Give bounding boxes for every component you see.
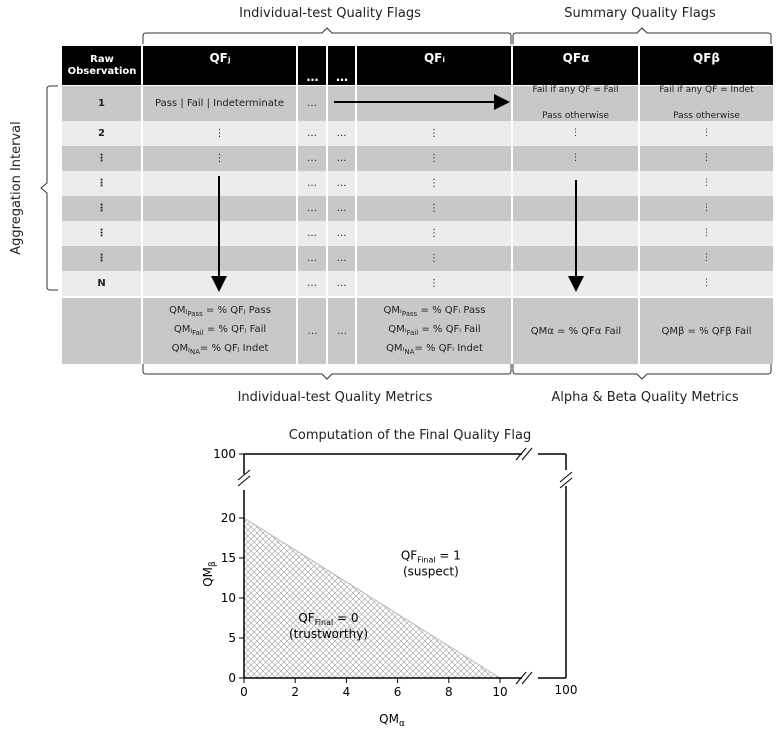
header-qf-alpha: QFα — [513, 46, 639, 85]
cell-qfb: ⋮ — [702, 153, 711, 163]
cell-obs: N — [97, 278, 106, 289]
cell-d1: … — [307, 253, 317, 264]
x-axis-label: $QM_\alpha$ — [379, 712, 405, 729]
cell-obs: ⋮ — [96, 203, 107, 214]
cell-d2: … — [336, 203, 347, 214]
x-tick-label: 4 — [342, 685, 351, 699]
x-tick-label: 2 — [291, 685, 300, 699]
cell-qfz: ⋮ — [429, 153, 439, 164]
header-raw-line1: Raw — [90, 53, 114, 65]
y-tick-label: 15 — [220, 551, 236, 565]
cell-qfb: ⋮ — [702, 278, 711, 288]
region-sublabel-1: (suspect) — [402, 564, 459, 579]
header-qfj: QFⱼ — [143, 46, 297, 85]
cell-qfz: ⋮ — [429, 228, 439, 239]
cell-qfj: ⋮ — [214, 153, 225, 164]
final-quality-flag-chart — [200, 440, 600, 731]
y-break-label: 100 — [213, 447, 236, 461]
cell-d1: … — [307, 128, 317, 139]
cell-qfz: ⋮ — [429, 178, 439, 189]
cell-qfb: ⋮ — [702, 128, 711, 138]
aggregation-interval-label: Aggregation Interval — [9, 121, 24, 255]
cell-qfj: ⋮ — [214, 128, 225, 139]
cell-qfz: ⋮ — [429, 278, 439, 289]
header-qf-beta: QFβ — [640, 46, 773, 85]
header-qfz: QFᵢ — [357, 46, 512, 85]
right-break-mark — [560, 472, 572, 488]
x-tick-label: 0 — [240, 685, 248, 699]
cell-qfa: Fail if any QF = Fail Pass otherwise — [532, 85, 619, 121]
cell-qfz: ⋮ — [429, 128, 439, 139]
cell-d1: … — [307, 203, 317, 214]
metrics-qm-alpha: QMα = % QFα Fail — [530, 325, 622, 337]
cell-qfz: ⋮ — [429, 203, 439, 214]
y-tick-label: 20 — [220, 511, 236, 525]
metrics-dots-1: … — [307, 325, 318, 337]
metrics-dots-2: … — [337, 325, 347, 337]
metrics-qm-beta: QMβ = % QFβ Fail — [661, 325, 752, 337]
flow-arrows — [62, 46, 773, 366]
cell-d2: … — [336, 278, 347, 289]
cell-obs: 1 — [98, 98, 105, 109]
header-dots-2: … — [328, 46, 356, 85]
individual-flags-label: Individual-test Quality Flags — [239, 6, 421, 21]
summary-flags-label: Summary Quality Flags — [564, 6, 716, 21]
y-tick-label: 10 — [220, 591, 236, 605]
y-tick-label: 0 — [228, 671, 236, 685]
x-tick-label: 10 — [492, 685, 508, 699]
region-label-1: $QF_{Final} = 1$ — [400, 548, 461, 565]
metric-qfz-pass: QMᵢ$_{Pass}$ = % QFᵢ Pass — [383, 304, 486, 318]
x-tick-label: 6 — [393, 685, 402, 699]
cell-d1: … — [307, 228, 317, 239]
cell-d2: … — [336, 253, 347, 264]
cell-d1: … — [307, 178, 317, 189]
chart-title: Computation of the Final Quality Flag — [288, 428, 532, 443]
region-label-0: $QF_{Final} = 0$ — [298, 611, 359, 627]
cell-qfa: ⋮ — [571, 128, 580, 138]
metric-qfj-pass: QMⱼ$_{Pass}$ = % QFⱼ Pass — [169, 304, 271, 318]
y-axis-label: $QM_\beta$ — [201, 561, 218, 587]
top-braces — [0, 0, 780, 50]
cell-qfz: ⋮ — [429, 253, 439, 264]
metric-qfz-na: QMᵢ$_{NA}$= % QFᵢ Indet — [386, 342, 483, 356]
quality-flag-table — [62, 46, 773, 366]
alpha-beta-metrics-label: Alpha & Beta Quality Metrics — [551, 390, 739, 405]
individual-metrics-label: Individual-test Quality Metrics — [237, 390, 433, 405]
cell-d2: … — [336, 128, 347, 139]
cell-qfb: ⋮ — [702, 203, 711, 213]
cell-obs: 2 — [98, 128, 105, 139]
cell-d1: … — [307, 278, 317, 289]
metric-qfz-fail: QMᵢ$_{Fail}$ = % QFᵢ Fail — [388, 323, 481, 337]
header-dots-1: … — [298, 46, 327, 85]
cell-qfj: Pass | Fail | Indeterminate — [155, 98, 284, 109]
y-tick-label: 5 — [228, 631, 236, 645]
cell-qfb: Fail if any QF = Indet Pass otherwise — [659, 85, 754, 121]
cell-qfa: ⋮ — [571, 153, 580, 163]
cell-d1: … — [307, 98, 317, 109]
cell-obs: ⋮ — [96, 253, 107, 264]
x-break-label: 100 — [554, 683, 578, 697]
cell-d1: … — [307, 153, 317, 164]
header-raw-line2: Observation — [67, 65, 137, 77]
region-sublabel-0: (trustworthy) — [288, 627, 369, 641]
metric-qfj-fail: QMⱼ$_{Fail}$ = % QFⱼ Fail — [173, 323, 267, 337]
cell-obs: ⋮ — [96, 178, 107, 189]
x-tick-label: 8 — [444, 685, 453, 699]
cell-d2: … — [336, 153, 347, 164]
cell-d2: … — [336, 178, 347, 189]
metric-qfj-na: QMⱼ$_{NA}$= % QFⱼ Indet — [171, 342, 269, 356]
cell-qfb: ⋮ — [702, 178, 711, 188]
cell-obs: ⋮ — [96, 153, 107, 164]
cell-obs: ⋮ — [96, 228, 107, 239]
cell-qfb: ⋮ — [702, 253, 711, 263]
cell-qfb: ⋮ — [702, 228, 711, 238]
cell-d2: … — [336, 228, 347, 239]
bottom-braces — [0, 362, 780, 382]
